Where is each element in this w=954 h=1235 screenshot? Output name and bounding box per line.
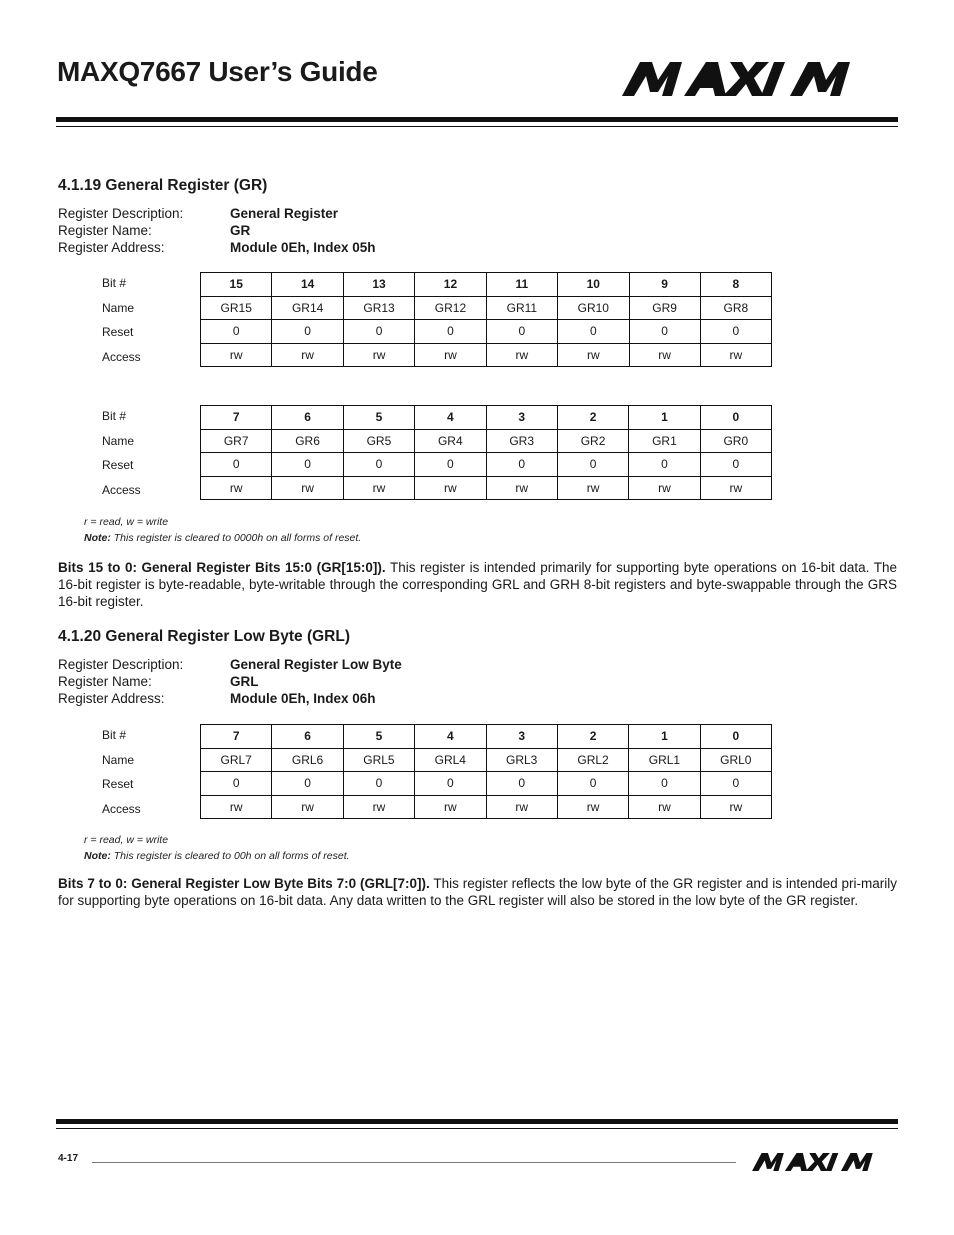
table-row-access xyxy=(201,795,772,819)
bit-cell: 12 xyxy=(415,273,486,297)
maxim-logo-footer xyxy=(752,1153,894,1171)
access-cell: rw xyxy=(415,476,486,500)
legend-note-gr xyxy=(84,514,361,546)
row-label-reset: Reset xyxy=(102,325,134,339)
name-cell: GR3 xyxy=(486,429,557,453)
row-label-access: Access xyxy=(102,482,141,497)
access-legend: r = read, w = write xyxy=(84,834,169,846)
reset-note xyxy=(84,530,361,546)
reset-cell: 0 xyxy=(415,320,486,344)
bit-cell: 10 xyxy=(558,273,629,297)
name-cell: GR15 xyxy=(201,296,272,320)
register-table-gr-high xyxy=(200,272,772,367)
reset-cell: 0 xyxy=(486,453,557,477)
description-grl xyxy=(58,875,897,909)
bit-cell: 2 xyxy=(557,725,628,749)
table-row-bits xyxy=(201,725,772,749)
bit-cell: 6 xyxy=(272,406,343,430)
access-cell: rw xyxy=(558,343,629,367)
bit-cell: 7 xyxy=(201,406,272,430)
bit-cell: 8 xyxy=(700,273,771,297)
access-cell: rw xyxy=(629,343,700,367)
row-labels-gr-high xyxy=(102,271,141,369)
bit-cell: 4 xyxy=(415,406,486,430)
name-cell: GRL5 xyxy=(343,748,414,772)
register-table-gr-low xyxy=(200,405,772,500)
bit-cell: 3 xyxy=(486,406,557,430)
bit-cell: 1 xyxy=(629,406,700,430)
description-text: This register is intended primarily for supporting byte operations on 16-bit data. The 16-bit register is byte-readable, byte-writable through the corresponding GRL and GRH 8-bit registers and byte-swappable through the GRS 16-bit register. xyxy=(58,560,897,609)
reset-cell: 0 xyxy=(486,320,557,344)
access-cell: rw xyxy=(700,476,771,500)
reset-cell: 0 xyxy=(700,772,771,796)
meta-value: Module 0Eh, Index 05h xyxy=(230,240,376,255)
document-title: MAXQ7667 User’s Guide xyxy=(57,56,378,87)
reset-cell: 0 xyxy=(700,453,771,477)
name-cell: GR8 xyxy=(700,296,771,320)
meta-value: General Register xyxy=(230,206,339,221)
name-cell: GRL6 xyxy=(272,748,343,772)
access-cell: rw xyxy=(272,476,343,500)
meta-value: GRL xyxy=(230,674,259,689)
table-row-names xyxy=(201,296,772,320)
name-cell: GR4 xyxy=(415,429,486,453)
table-row-access xyxy=(201,476,772,500)
row-label-access: Access xyxy=(102,349,141,364)
meta-label: Register Address: xyxy=(58,691,165,706)
access-cell: rw xyxy=(201,343,272,367)
table-row-names xyxy=(201,429,772,453)
row-label-reset: Reset xyxy=(102,458,134,472)
reset-cell: 0 xyxy=(343,453,414,477)
reset-cell: 0 xyxy=(272,453,343,477)
row-label-name: Name xyxy=(102,300,135,315)
reset-cell: 0 xyxy=(486,772,557,796)
register-meta-gr xyxy=(58,205,376,256)
access-cell: rw xyxy=(272,343,343,367)
bit-cell: 13 xyxy=(343,273,414,297)
name-cell: GR1 xyxy=(629,429,700,453)
row-label-name: Name xyxy=(102,433,135,448)
meta-value: General Register Low Byte xyxy=(230,657,402,672)
bit-cell: 5 xyxy=(343,725,414,749)
note-text: This register is cleared to 0000h on all forms of reset. xyxy=(113,532,362,544)
access-cell: rw xyxy=(700,795,771,819)
reset-cell: 0 xyxy=(201,772,272,796)
meta-label: Register Name: xyxy=(58,223,152,238)
name-cell: GR6 xyxy=(272,429,343,453)
bit-cell: 7 xyxy=(201,725,272,749)
bit-cell: 9 xyxy=(629,273,700,297)
description-text: This register reflects the low byte of the GR register and is intended pri-marily for supporting byte operations on 16-bit data. Any data written to the GRL register will also be stored in the low byte of the GR register. xyxy=(58,876,898,908)
reset-cell: 0 xyxy=(557,453,628,477)
name-cell: GRL4 xyxy=(415,748,486,772)
access-legend: r = read, w = write xyxy=(84,516,169,528)
name-cell: GR0 xyxy=(700,429,771,453)
name-cell: GR7 xyxy=(201,429,272,453)
note-text: This register is cleared to 00h on all forms of reset. xyxy=(113,850,350,862)
reset-cell: 0 xyxy=(558,320,629,344)
access-cell: rw xyxy=(557,476,628,500)
bit-cell: 4 xyxy=(415,725,486,749)
reset-cell: 0 xyxy=(415,453,486,477)
footer-rule-thin xyxy=(56,1128,898,1129)
bit-cell: 14 xyxy=(272,273,343,297)
note-label: Note: xyxy=(84,532,111,544)
name-cell: GR2 xyxy=(557,429,628,453)
meta-value: GR xyxy=(230,223,251,238)
maxim-logo xyxy=(622,62,890,96)
name-cell: GR5 xyxy=(343,429,414,453)
table-row-reset xyxy=(201,453,772,477)
access-cell: rw xyxy=(272,795,343,819)
table-row-reset xyxy=(201,320,772,344)
register-table-grl xyxy=(200,724,772,819)
meta-value: Module 0Eh, Index 06h xyxy=(230,691,376,706)
table-row-names xyxy=(201,748,772,772)
table-row-bits xyxy=(201,273,772,297)
access-cell: rw xyxy=(557,795,628,819)
header-rule-thick xyxy=(56,117,898,122)
table-row-access xyxy=(201,343,772,367)
description-gr xyxy=(58,559,897,610)
access-cell: rw xyxy=(343,343,414,367)
name-cell: GRL2 xyxy=(557,748,628,772)
name-cell: GRL3 xyxy=(486,748,557,772)
reset-cell: 0 xyxy=(629,453,700,477)
row-label-bit: Bit # xyxy=(102,276,127,290)
access-cell: rw xyxy=(629,795,700,819)
access-cell: rw xyxy=(343,476,414,500)
reset-cell: 0 xyxy=(700,320,771,344)
table-row-reset xyxy=(201,772,772,796)
reset-cell: 0 xyxy=(629,772,700,796)
name-cell: GR13 xyxy=(343,296,414,320)
reset-note xyxy=(84,848,350,864)
bit-cell: 2 xyxy=(557,406,628,430)
name-cell: GR10 xyxy=(558,296,629,320)
access-cell: rw xyxy=(201,476,272,500)
name-cell: GRL0 xyxy=(700,748,771,772)
page-number: 4-17 xyxy=(58,1153,79,1164)
name-cell: GRL7 xyxy=(201,748,272,772)
reset-cell: 0 xyxy=(343,772,414,796)
reset-cell: 0 xyxy=(343,320,414,344)
bit-cell: 6 xyxy=(272,725,343,749)
table-row-bits xyxy=(201,406,772,430)
bit-cell: 3 xyxy=(486,725,557,749)
legend-note-grl xyxy=(84,832,350,864)
name-cell: GR9 xyxy=(629,296,700,320)
access-cell: rw xyxy=(415,795,486,819)
name-cell: GR11 xyxy=(486,296,557,320)
reset-cell: 0 xyxy=(557,772,628,796)
note-label: Note: xyxy=(84,850,111,862)
access-cell: rw xyxy=(629,476,700,500)
footer-divider xyxy=(92,1162,736,1163)
meta-label: Register Description: xyxy=(58,657,184,672)
row-labels-grl xyxy=(102,723,141,821)
description-bold: Bits 15 to 0: General Register Bits 15:0 (GR[15:0]). xyxy=(58,560,386,575)
reset-cell: 0 xyxy=(629,320,700,344)
access-cell: rw xyxy=(201,795,272,819)
bit-cell: 11 xyxy=(486,273,557,297)
access-cell: rw xyxy=(415,343,486,367)
access-cell: rw xyxy=(486,343,557,367)
header-rule-thin xyxy=(56,126,898,127)
row-label-access: Access xyxy=(102,801,141,816)
reset-cell: 0 xyxy=(201,320,272,344)
access-cell: rw xyxy=(343,795,414,819)
reset-cell: 0 xyxy=(415,772,486,796)
row-label-bit: Bit # xyxy=(102,409,127,423)
reset-cell: 0 xyxy=(272,772,343,796)
name-cell: GRL1 xyxy=(629,748,700,772)
section-heading-grl: 4.1.20 General Register Low Byte (GRL) xyxy=(58,628,351,645)
row-labels-gr-low xyxy=(102,404,141,502)
name-cell: GR12 xyxy=(415,296,486,320)
meta-label: Register Address: xyxy=(58,240,165,255)
bit-cell: 1 xyxy=(629,725,700,749)
description-bold: Bits 7 to 0: General Register Low Byte Bits 7:0 (GRL[7:0]). xyxy=(58,876,430,891)
access-cell: rw xyxy=(486,795,557,819)
bit-cell: 0 xyxy=(700,725,771,749)
footer-rule-thick xyxy=(56,1119,898,1124)
bit-cell: 5 xyxy=(343,406,414,430)
meta-label: Register Name: xyxy=(58,674,152,689)
reset-cell: 0 xyxy=(201,453,272,477)
row-label-bit: Bit # xyxy=(102,728,127,742)
meta-label: Register Description: xyxy=(58,206,184,221)
access-cell: rw xyxy=(486,476,557,500)
row-label-name: Name xyxy=(102,752,135,767)
row-label-reset: Reset xyxy=(102,777,134,791)
reset-cell: 0 xyxy=(272,320,343,344)
name-cell: GR14 xyxy=(272,296,343,320)
bit-cell: 0 xyxy=(700,406,771,430)
register-meta-grl xyxy=(58,656,402,707)
section-heading-gr: 4.1.19 General Register (GR) xyxy=(58,177,268,194)
access-cell: rw xyxy=(700,343,771,367)
bit-cell: 15 xyxy=(201,273,272,297)
